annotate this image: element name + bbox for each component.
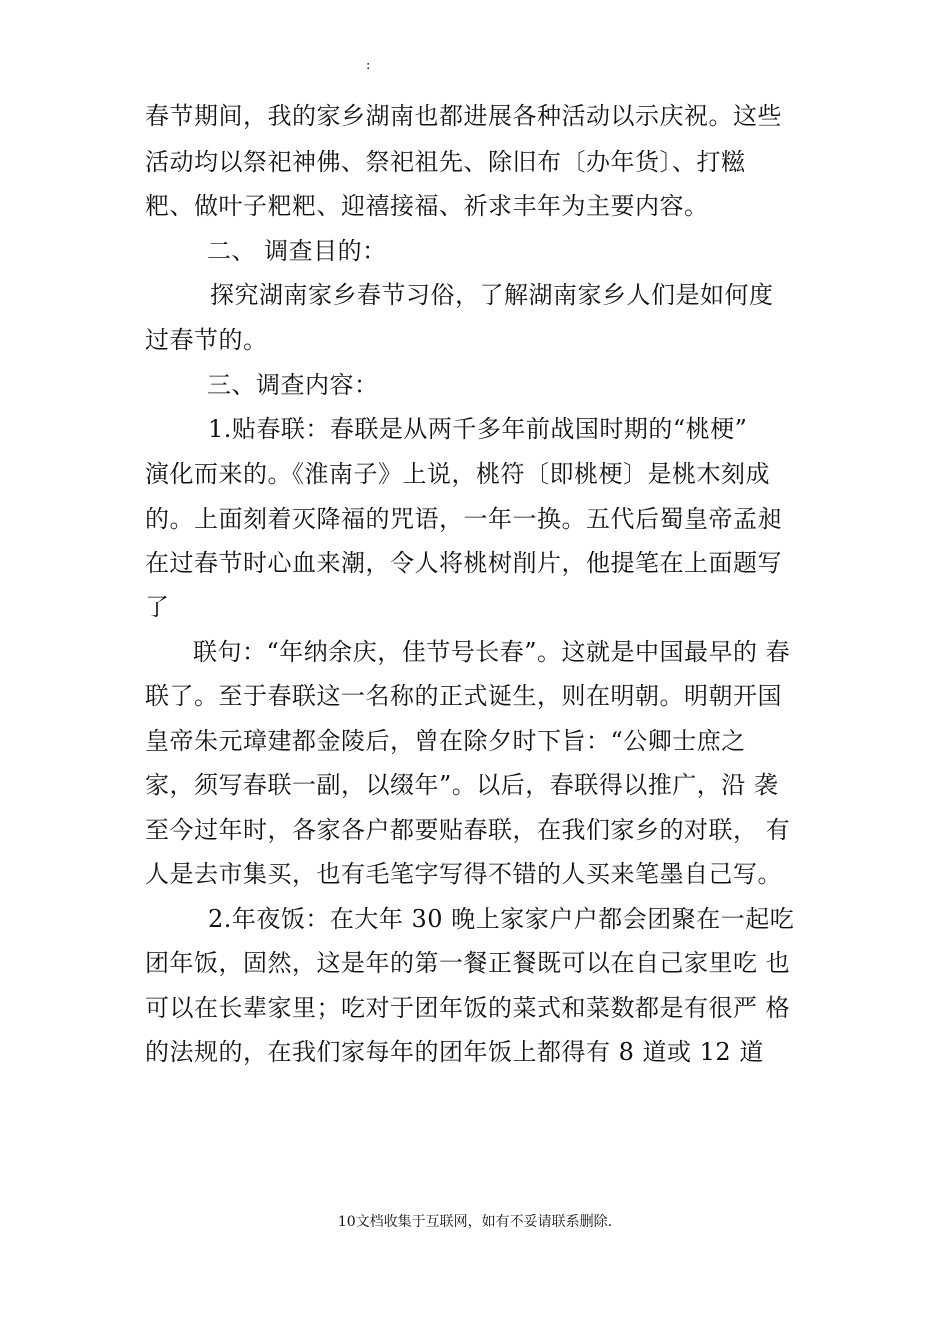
paragraph-line: 过春节的。 (145, 326, 268, 354)
paragraph-line: 联句：“年纳余庆，佳节号长春”。这就是中国最早的 春 (193, 638, 791, 666)
paragraph-line: 联了。至于春联这一名称的正式诞生，则在明朝。明朝开国 (145, 682, 782, 710)
paragraph-line: 了 (145, 593, 170, 621)
paragraph-line: 活动均以祭祀神佛、祭祀祖先、除旧布〔办年货〕、打糍 (145, 148, 746, 176)
page-footer: 10文档收集于互联网，如有不妥请联系删除. (337, 1214, 613, 1230)
paragraph-line: 粑、做叶子粑粑、迎禧接福、祈求丰年为主要内容。 (145, 192, 709, 220)
paragraph-line: 皇帝朱元璋建都金陵后，曾在除夕时下旨：“公卿士庶之 (145, 727, 746, 755)
section-heading-content: 三、调查内容： (207, 371, 379, 399)
list-item-heading: 1.贴春联：春联是从两千多年前战国时期的“桃梗” (208, 415, 748, 443)
header-mark: : (366, 58, 371, 73)
paragraph-line: 家，须写春联一副，以缀年”。以后，春联得以推广，沿 袭 (145, 771, 779, 799)
paragraph-line: 团年饭，固然，这是年的第一餐正餐既可以在自己家里吃 也 (145, 949, 791, 977)
paragraph-line: 探究湖南家乡春节习俗，了解湖南家乡人们是如何度 (210, 281, 774, 309)
paragraph-line: 人是去市集买，也有毛笔字写得不错的人买来笔墨自己写。 (145, 860, 782, 888)
paragraph-line: 春节期间，我的家乡湖南也都进展各种活动以示庆祝。这些 (145, 102, 782, 130)
section-heading-purpose: 二、 调查目的： (207, 237, 387, 265)
paragraph-line: 可以在长辈家里；吃对于团年饭的菜式和菜数都是有很严 格 (145, 994, 791, 1022)
paragraph-line: 的法规的，在我们家每年的团年饭上都得有 8 道或 12 道 (145, 1038, 764, 1066)
paragraph-line: 至今过年时，各家各户都要贴春联，在我们家乡的对联， 有 (145, 816, 791, 844)
list-item-heading: 2.年夜饭：在大年 30 晚上家家户户都会团聚在一起吃 (208, 905, 795, 933)
paragraph-line: 在过春节时心血来潮，令人将桃树削片，他提笔在上面题写 (145, 549, 782, 577)
paragraph-line: 演化而来的。《淮南子》上说，桃符〔即桃梗〕是桃木刻成 (145, 460, 770, 488)
paragraph-line: 的。上面刻着灭降福的咒语，一年一换。五代后蜀皇帝孟昶 (145, 505, 782, 533)
